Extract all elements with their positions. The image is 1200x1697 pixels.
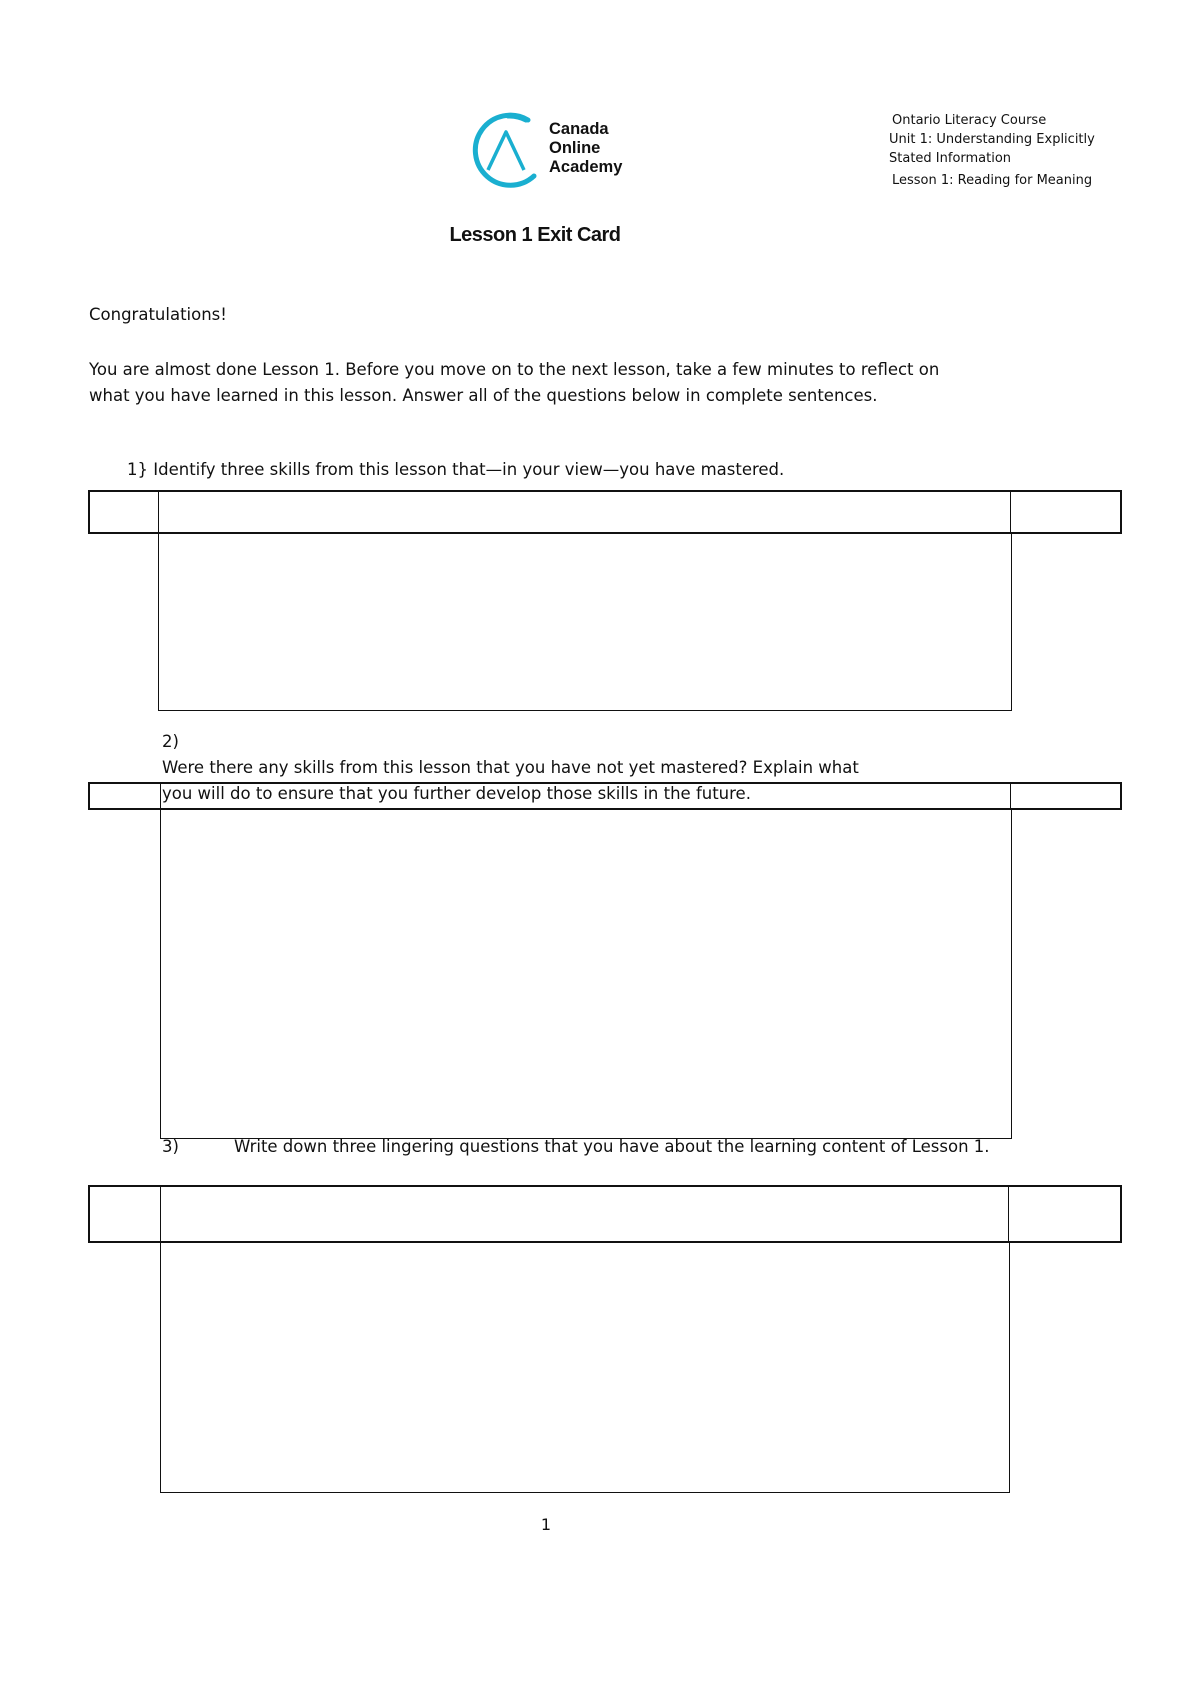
course-name: Ontario Literacy Course (892, 113, 1047, 128)
answer-3-divider-right (1008, 1185, 1009, 1243)
answer-1-box[interactable] (158, 533, 1012, 711)
logo-line-1: Canada (549, 120, 609, 138)
page-number: 1 (540, 1515, 552, 1534)
question-2-text-line-1: Were there any skills from this lesson that you have not yet mastered? Explain what (162, 758, 859, 777)
answer-1-header-row (88, 490, 1122, 534)
answer-3-box[interactable] (160, 1242, 1010, 1493)
answer-2-box[interactable] (160, 809, 1012, 1139)
logo-wordmark (549, 120, 622, 177)
question-2-text-line-2: you will do to ensure that you further develop those skills in the future. (162, 784, 751, 803)
course-header (889, 111, 1095, 190)
question-1 (127, 457, 784, 483)
answer-2-divider-right (1010, 782, 1011, 810)
answer-2-divider-left (160, 782, 161, 810)
question-3-text: Write down three lingering questions that you have about the learning content of Lesson 1. (234, 1137, 990, 1156)
logo-line-3: Academy (549, 158, 623, 176)
question-1-text: Identify three skills from this lesson that—in your view—you have mastered. (153, 460, 785, 479)
question-3-number: 3) (162, 1137, 179, 1156)
question-2-number: 2) (162, 732, 179, 751)
unit-line-2: Stated Information (889, 151, 1012, 166)
question-3 (162, 1134, 990, 1160)
page-title: Lesson 1 Exit Card (449, 224, 621, 246)
logo-line-2: Online (549, 139, 601, 157)
answer-1-divider-right (1010, 490, 1011, 534)
intro-paragraph (89, 357, 939, 409)
lesson-name: Lesson 1: Reading for Meaning (892, 173, 1093, 188)
answer-3-divider-left (160, 1185, 161, 1243)
unit-line-1: Unit 1: Understanding Explicitly (889, 132, 1095, 147)
intro-line-2: what you have learned in this lesson. Answer all of the questions below in complete sentences. (89, 386, 878, 405)
answer-2-header-row (88, 782, 1122, 810)
answer-1-divider-left (158, 490, 159, 534)
question-2-line-1 (162, 729, 859, 781)
question-1-number: 1} (127, 460, 148, 479)
answer-3-header-row (88, 1185, 1122, 1243)
intro-line-1: You are almost done Lesson 1. Before you move on to the next lesson, take a few minutes to reflect on (89, 360, 940, 379)
congratulations-text: Congratulations! (89, 305, 227, 324)
logo-mark-icon (468, 110, 548, 194)
